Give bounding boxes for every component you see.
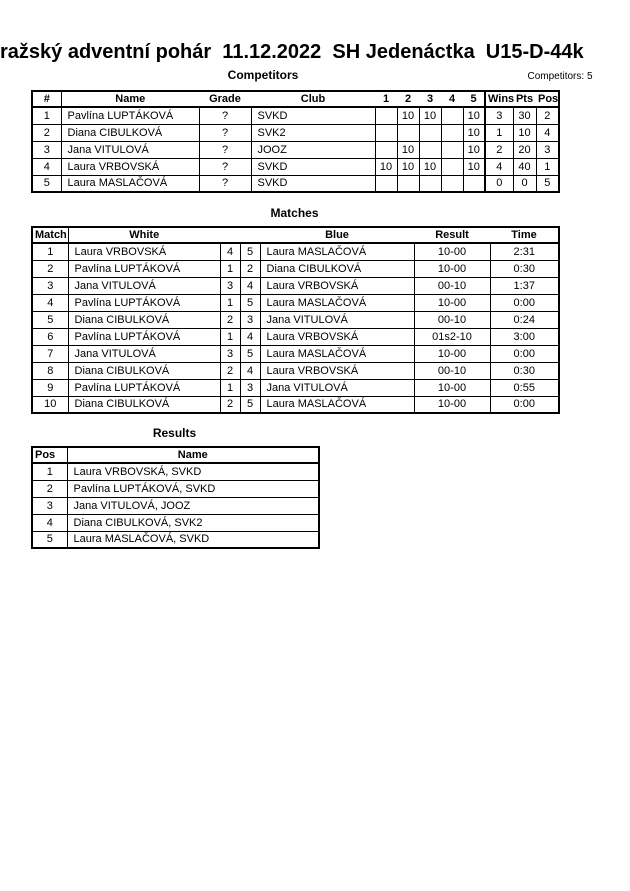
table-row bbox=[32, 328, 559, 345]
pos-cell: 1 bbox=[536, 158, 559, 175]
wins-cell: 2 bbox=[485, 141, 513, 158]
result-name-cell: Laura VRBOVSKÁ, SVKD bbox=[67, 463, 319, 480]
time-cell: 3:00 bbox=[490, 328, 559, 345]
match-number-cell: 6 bbox=[32, 328, 68, 345]
col-header-number: # bbox=[32, 91, 61, 107]
blue-number-cell: 3 bbox=[240, 379, 260, 396]
table-row bbox=[32, 243, 559, 260]
blue-number-cell: 4 bbox=[240, 277, 260, 294]
table-row bbox=[32, 260, 559, 277]
table-row bbox=[32, 107, 559, 124]
score-cell bbox=[419, 175, 441, 192]
result-cell: 10-00 bbox=[414, 379, 490, 396]
competitor-club-cell: SVKD bbox=[251, 158, 375, 175]
competitors-table-body bbox=[32, 107, 559, 192]
blue-number-cell: 5 bbox=[240, 294, 260, 311]
matches-section-title: Matches bbox=[270, 206, 319, 220]
blue-number-cell: 2 bbox=[240, 260, 260, 277]
time-cell: 0:30 bbox=[490, 362, 559, 379]
col-header-result: Result bbox=[414, 227, 490, 243]
score-cell: 10 bbox=[419, 107, 441, 124]
competitor-name-cell: Jana VITULOVÁ bbox=[61, 141, 199, 158]
time-cell: 0:30 bbox=[490, 260, 559, 277]
pos-cell: 5 bbox=[536, 175, 559, 192]
time-cell: 0:24 bbox=[490, 311, 559, 328]
table-row bbox=[32, 158, 559, 175]
white-number-cell: 1 bbox=[220, 294, 240, 311]
match-number-cell: 2 bbox=[32, 260, 68, 277]
tournament-report-page bbox=[0, 42, 630, 891]
blue-name-cell: Diana CIBULKOVÁ bbox=[260, 260, 414, 277]
match-number-cell: 4 bbox=[32, 294, 68, 311]
result-cell: 10-00 bbox=[414, 243, 490, 260]
score-cell bbox=[419, 124, 441, 141]
white-name-cell: Pavlína LUPTÁKOVÁ bbox=[68, 328, 220, 345]
pts-cell: 40 bbox=[513, 158, 536, 175]
blue-name-cell: Jana VITULOVÁ bbox=[260, 311, 414, 328]
col-header-opp5: 5 bbox=[463, 91, 485, 107]
result-cell: 10-00 bbox=[414, 260, 490, 277]
result-cell: 10-00 bbox=[414, 345, 490, 362]
white-name-cell: Pavlína LUPTÁKOVÁ bbox=[68, 379, 220, 396]
result-pos-cell: 4 bbox=[32, 514, 67, 531]
blue-number-cell: 5 bbox=[240, 396, 260, 413]
white-name-cell: Pavlína LUPTÁKOVÁ bbox=[68, 294, 220, 311]
time-cell: 0:55 bbox=[490, 379, 559, 396]
result-cell: 00-10 bbox=[414, 277, 490, 294]
score-cell: 10 bbox=[397, 158, 419, 175]
competitor-name-cell: Pavlína LUPTÁKOVÁ bbox=[61, 107, 199, 124]
table-row bbox=[32, 362, 559, 379]
table-row bbox=[32, 175, 559, 192]
matches-table-body bbox=[32, 243, 559, 413]
blue-name-cell: Laura VRBOVSKÁ bbox=[260, 277, 414, 294]
col-header-blue: Blue bbox=[260, 227, 414, 243]
white-number-cell: 3 bbox=[220, 345, 240, 362]
white-number-cell: 1 bbox=[220, 260, 240, 277]
match-number-cell: 8 bbox=[32, 362, 68, 379]
white-number-cell: 2 bbox=[220, 396, 240, 413]
white-number-cell: 2 bbox=[220, 311, 240, 328]
competitors-count: Competitors: 5 bbox=[527, 71, 593, 82]
score-cell: 10 bbox=[397, 141, 419, 158]
blue-name-cell: Laura MASLAČOVÁ bbox=[260, 294, 414, 311]
pts-cell: 0 bbox=[513, 175, 536, 192]
blue-name-cell: Jana VITULOVÁ bbox=[260, 379, 414, 396]
competitor-grade-cell: ? bbox=[199, 141, 251, 158]
wins-cell: 1 bbox=[485, 124, 513, 141]
score-cell bbox=[375, 124, 397, 141]
table-row bbox=[32, 345, 559, 362]
col-header-white-num bbox=[220, 227, 240, 243]
white-number-cell: 1 bbox=[220, 328, 240, 345]
white-name-cell: Diana CIBULKOVÁ bbox=[68, 362, 220, 379]
results-table bbox=[31, 446, 320, 549]
pts-cell: 10 bbox=[513, 124, 536, 141]
wins-cell: 0 bbox=[485, 175, 513, 192]
page-title: ražský adventní pohár 11.12.2022 SH Jedenáctka U15-D-44k bbox=[0, 42, 584, 63]
pos-cell: 3 bbox=[536, 141, 559, 158]
table-row bbox=[32, 124, 559, 141]
competitor-name-cell: Laura VRBOVSKÁ bbox=[61, 158, 199, 175]
table-row bbox=[32, 497, 319, 514]
white-name-cell: Jana VITULOVÁ bbox=[68, 277, 220, 294]
competitors-section-header bbox=[0, 65, 630, 90]
score-cell bbox=[441, 124, 463, 141]
result-name-cell: Laura MASLAČOVÁ, SVKD bbox=[67, 531, 319, 548]
competitor-number-cell: 3 bbox=[32, 141, 61, 158]
blue-name-cell: Laura VRBOVSKÁ bbox=[260, 328, 414, 345]
col-header-pts: Pts bbox=[513, 91, 536, 107]
blue-number-cell: 3 bbox=[240, 311, 260, 328]
blue-name-cell: Laura MASLAČOVÁ bbox=[260, 243, 414, 260]
result-cell: 00-10 bbox=[414, 311, 490, 328]
col-header-opp3: 3 bbox=[419, 91, 441, 107]
score-cell: 10 bbox=[463, 141, 485, 158]
competitor-club-cell: SVK2 bbox=[251, 124, 375, 141]
white-number-cell: 3 bbox=[220, 277, 240, 294]
results-table-header bbox=[32, 447, 319, 463]
result-cell: 01s2-10 bbox=[414, 328, 490, 345]
competitor-club-cell: SVKD bbox=[251, 175, 375, 192]
table-row bbox=[32, 141, 559, 158]
table-row bbox=[32, 311, 559, 328]
score-cell: 10 bbox=[375, 158, 397, 175]
white-number-cell: 1 bbox=[220, 379, 240, 396]
result-pos-cell: 1 bbox=[32, 463, 67, 480]
result-name-cell: Jana VITULOVÁ, JOOZ bbox=[67, 497, 319, 514]
time-cell: 2:31 bbox=[490, 243, 559, 260]
competitor-number-cell: 4 bbox=[32, 158, 61, 175]
pts-cell: 30 bbox=[513, 107, 536, 124]
score-cell bbox=[441, 141, 463, 158]
match-number-cell: 3 bbox=[32, 277, 68, 294]
col-header-pos: Pos bbox=[32, 447, 67, 463]
result-name-cell: Pavlína LUPTÁKOVÁ, SVKD bbox=[67, 480, 319, 497]
competitor-grade-cell: ? bbox=[199, 175, 251, 192]
col-header-opp4: 4 bbox=[441, 91, 463, 107]
blue-number-cell: 5 bbox=[240, 243, 260, 260]
competitor-grade-cell: ? bbox=[199, 158, 251, 175]
competitors-table-header bbox=[32, 91, 559, 107]
blue-name-cell: Laura MASLAČOVÁ bbox=[260, 345, 414, 362]
col-header-opp2: 2 bbox=[397, 91, 419, 107]
match-number-cell: 5 bbox=[32, 311, 68, 328]
score-cell bbox=[419, 141, 441, 158]
white-name-cell: Pavlína LUPTÁKOVÁ bbox=[68, 260, 220, 277]
matches-table-header bbox=[32, 227, 559, 243]
table-row bbox=[32, 463, 319, 480]
header-row bbox=[32, 91, 559, 107]
competitor-grade-cell: ? bbox=[199, 107, 251, 124]
white-name-cell: Laura VRBOVSKÁ bbox=[68, 243, 220, 260]
wins-cell: 3 bbox=[485, 107, 513, 124]
white-name-cell: Diana CIBULKOVÁ bbox=[68, 311, 220, 328]
score-cell bbox=[463, 175, 485, 192]
col-header-grade: Grade bbox=[199, 91, 251, 107]
score-cell: 10 bbox=[463, 124, 485, 141]
results-section-title: Results bbox=[152, 426, 197, 440]
competitor-grade-cell: ? bbox=[199, 124, 251, 141]
header-row bbox=[32, 227, 559, 243]
score-cell: 10 bbox=[463, 158, 485, 175]
table-row bbox=[32, 294, 559, 311]
score-cell bbox=[375, 107, 397, 124]
white-name-cell: Jana VITULOVÁ bbox=[68, 345, 220, 362]
match-number-cell: 1 bbox=[32, 243, 68, 260]
time-cell: 1:37 bbox=[490, 277, 559, 294]
result-pos-cell: 2 bbox=[32, 480, 67, 497]
blue-number-cell: 5 bbox=[240, 345, 260, 362]
table-row bbox=[32, 396, 559, 413]
results-table-body bbox=[32, 463, 319, 548]
score-cell bbox=[441, 158, 463, 175]
competitor-club-cell: JOOZ bbox=[251, 141, 375, 158]
blue-number-cell: 4 bbox=[240, 362, 260, 379]
match-number-cell: 9 bbox=[32, 379, 68, 396]
result-pos-cell: 5 bbox=[32, 531, 67, 548]
col-header-white: White bbox=[68, 227, 220, 243]
result-cell: 10-00 bbox=[414, 294, 490, 311]
competitor-name-cell: Laura MASLAČOVÁ bbox=[61, 175, 199, 192]
competitors-section-title: Competitors bbox=[227, 68, 299, 82]
blue-name-cell: Laura MASLAČOVÁ bbox=[260, 396, 414, 413]
score-cell bbox=[397, 175, 419, 192]
competitor-name-cell: Diana CIBULKOVÁ bbox=[61, 124, 199, 141]
col-header-name: Name bbox=[67, 447, 319, 463]
blue-name-cell: Laura VRBOVSKÁ bbox=[260, 362, 414, 379]
result-cell: 00-10 bbox=[414, 362, 490, 379]
white-number-cell: 4 bbox=[220, 243, 240, 260]
competitor-number-cell: 5 bbox=[32, 175, 61, 192]
score-cell bbox=[375, 141, 397, 158]
time-cell: 0:00 bbox=[490, 294, 559, 311]
col-header-blue-num bbox=[240, 227, 260, 243]
col-header-match: Match bbox=[32, 227, 68, 243]
competitor-club-cell: SVKD bbox=[251, 107, 375, 124]
score-cell: 10 bbox=[463, 107, 485, 124]
result-name-cell: Diana CIBULKOVÁ, SVK2 bbox=[67, 514, 319, 531]
wins-cell: 4 bbox=[485, 158, 513, 175]
col-header-name: Name bbox=[61, 91, 199, 107]
score-cell bbox=[375, 175, 397, 192]
table-row bbox=[32, 514, 319, 531]
pos-cell: 4 bbox=[536, 124, 559, 141]
table-row bbox=[32, 277, 559, 294]
col-header-wins: Wins bbox=[485, 91, 513, 107]
competitor-number-cell: 1 bbox=[32, 107, 61, 124]
white-name-cell: Diana CIBULKOVÁ bbox=[68, 396, 220, 413]
header-row bbox=[32, 447, 319, 463]
competitor-number-cell: 2 bbox=[32, 124, 61, 141]
col-header-time: Time bbox=[490, 227, 559, 243]
col-header-club: Club bbox=[251, 91, 375, 107]
table-row bbox=[32, 531, 319, 548]
white-number-cell: 2 bbox=[220, 362, 240, 379]
matches-table bbox=[31, 226, 560, 414]
match-number-cell: 7 bbox=[32, 345, 68, 362]
col-header-opp1: 1 bbox=[375, 91, 397, 107]
score-cell: 10 bbox=[419, 158, 441, 175]
time-cell: 0:00 bbox=[490, 345, 559, 362]
score-cell bbox=[441, 107, 463, 124]
score-cell bbox=[397, 124, 419, 141]
score-cell bbox=[441, 175, 463, 192]
result-pos-cell: 3 bbox=[32, 497, 67, 514]
pos-cell: 2 bbox=[536, 107, 559, 124]
score-cell: 10 bbox=[397, 107, 419, 124]
col-header-pos: Pos bbox=[538, 93, 559, 105]
time-cell: 0:00 bbox=[490, 396, 559, 413]
pts-cell: 20 bbox=[513, 141, 536, 158]
table-row bbox=[32, 379, 559, 396]
match-number-cell: 10 bbox=[32, 396, 68, 413]
result-cell: 10-00 bbox=[414, 396, 490, 413]
blue-number-cell: 4 bbox=[240, 328, 260, 345]
competitors-table bbox=[31, 90, 560, 193]
table-row bbox=[32, 480, 319, 497]
